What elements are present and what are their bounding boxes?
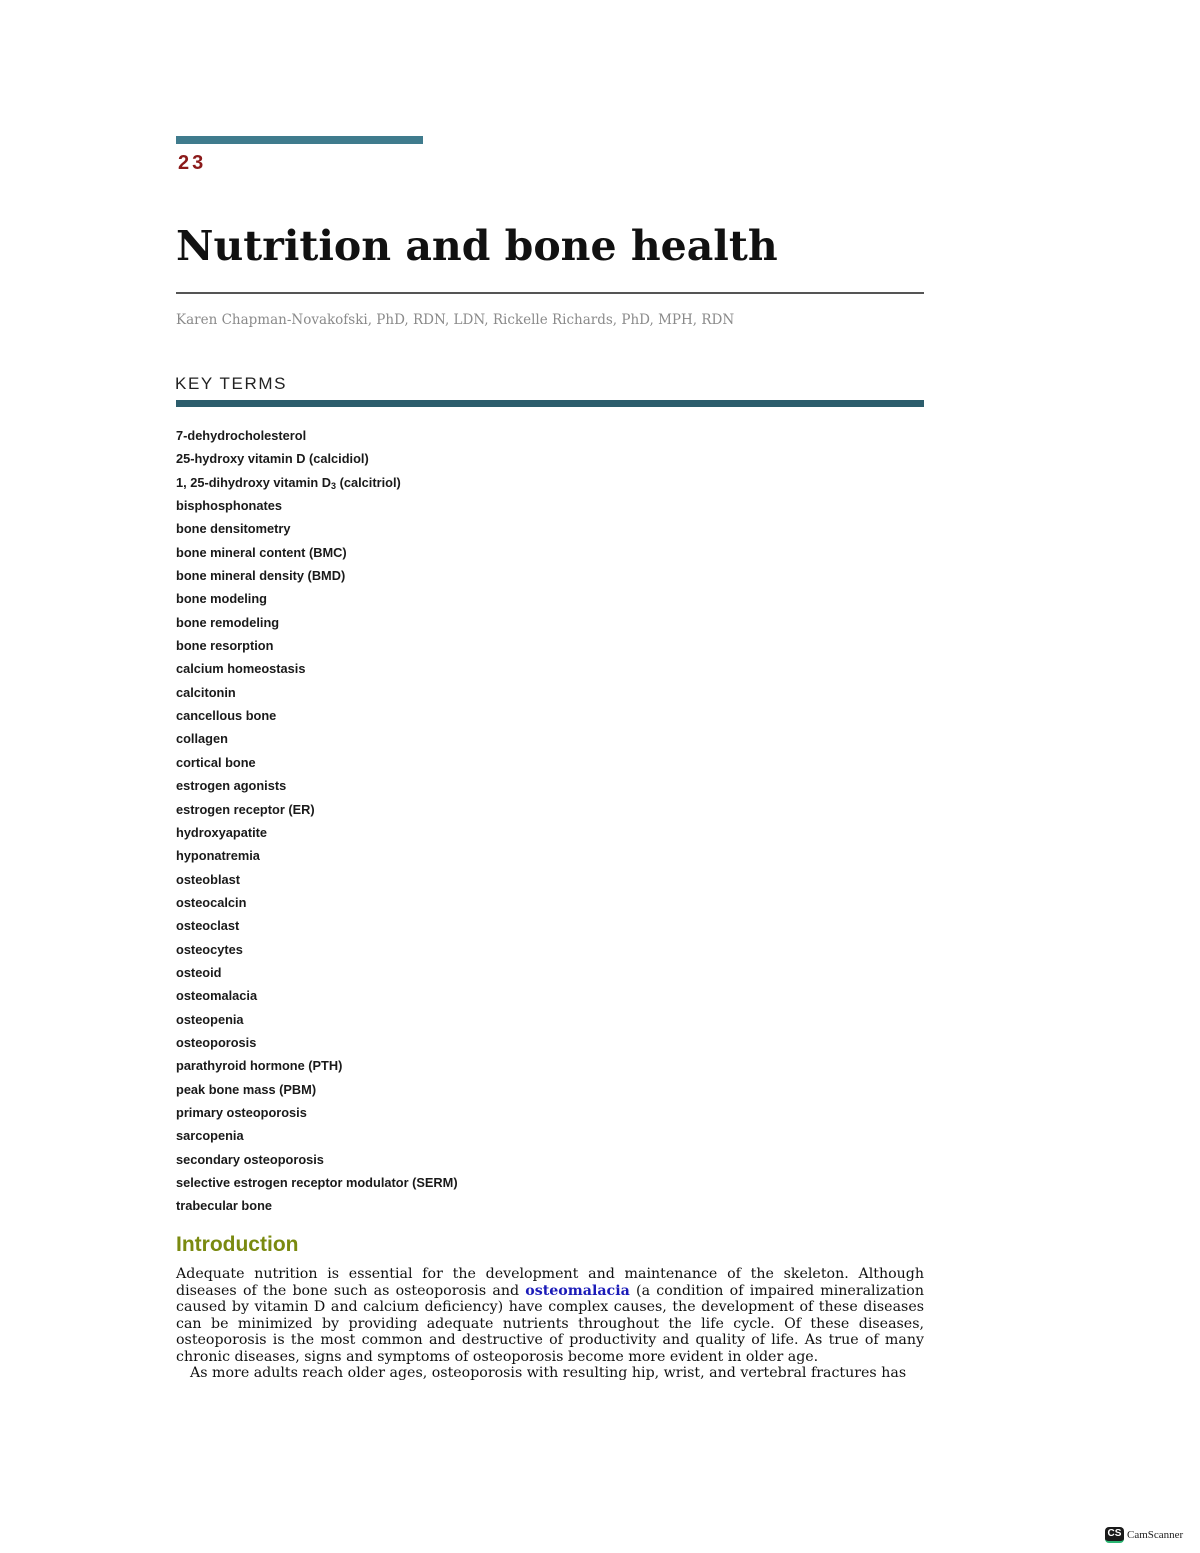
- key-term-item: calcitonin: [176, 684, 236, 700]
- introduction-paragraph-2: As more adults reach older ages, osteoporosis with resulting hip, wrist, and vertebral fractures has: [190, 1365, 907, 1381]
- key-term-item: osteoporosis: [176, 1034, 257, 1050]
- osteomalacia-term-link[interactable]: osteomalacia: [525, 1282, 630, 1299]
- introduction-text: (a condition of impaired mineralization caused by vitamin D and calcium deficiency) have complex causes, the development of these diseases can be minimized by providing adequate nutrients throughout the life cycle. Of these diseases, osteoporosis is the most common and destructive of productivity and quality of life. As true of many chronic diseases, signs and symptoms of osteoporosis become more evident in older age.: [176, 1282, 924, 1365]
- key-term-text: (calcitriol): [336, 474, 401, 490]
- key-term-item: bone mineral content (BMC): [176, 544, 347, 560]
- introduction-text: Adequate nutrition is essential for the development and maintenance of the skeleton. Although diseases of the bone such as osteoporosis and: [176, 1266, 924, 1299]
- key-term-item: collagen: [176, 731, 228, 747]
- key-term-item: osteoid: [176, 964, 222, 980]
- introduction-paragraph: [176, 1266, 924, 1365]
- key-term-item: peak bone mass (PBM): [176, 1081, 317, 1097]
- key-term-item: bone mineral density (BMD): [176, 568, 346, 584]
- key-term-item: hydroxyapatite: [176, 824, 268, 840]
- key-term-item: bisphosphonates: [176, 498, 282, 514]
- chapter-accent-bar: [176, 136, 423, 144]
- key-term-item: bone modeling: [176, 591, 267, 607]
- key-term-item: selective estrogen receptor modulator (SERM): [176, 1175, 458, 1190]
- key-term-item: bone densitometry: [176, 521, 291, 537]
- key-term-item: secondary osteoporosis: [176, 1151, 324, 1167]
- key-term-item: parathyroid hormone (PTH): [176, 1058, 343, 1074]
- chapter-authors: Karen Chapman-Novakofski, PhD, RDN, LDN, Rickelle Richards, PhD, MPH, RDN: [176, 312, 735, 328]
- camscanner-logo-icon: CS: [1105, 1527, 1124, 1543]
- key-term-text: 1, 25-dihydroxy vitamin D: [176, 474, 332, 490]
- key-terms-heading: KEY TERMS: [175, 374, 288, 393]
- key-term-subscript: 3: [331, 480, 337, 491]
- camscanner-watermark: [1105, 1527, 1183, 1543]
- introduction-heading: Introduction: [176, 1233, 299, 1256]
- key-term-item: trabecular bone: [176, 1198, 273, 1214]
- key-term-item: hyponatremia: [176, 848, 260, 864]
- chapter-number: 23: [178, 152, 207, 174]
- camscanner-name: CamScanner: [1127, 1529, 1184, 1541]
- key-term-item: primary osteoporosis: [176, 1104, 307, 1120]
- key-terms-divider: [176, 400, 924, 407]
- key-term-item: osteoclast: [176, 918, 240, 934]
- key-term-item: osteomalacia: [176, 988, 258, 1004]
- chapter-title: Nutrition and bone health: [176, 222, 778, 270]
- key-terms-list: [176, 424, 458, 1218]
- key-term-item: [176, 471, 458, 494]
- key-term-item: 7-dehydrocholesterol: [176, 428, 307, 443]
- key-term-item: osteoblast: [176, 871, 240, 887]
- key-term-item: sarcopenia: [176, 1128, 244, 1144]
- key-term-item: osteopenia: [176, 1011, 244, 1027]
- key-term-item: estrogen agonists: [176, 778, 287, 794]
- key-term-item: bone resorption: [176, 638, 274, 654]
- title-divider: [176, 292, 924, 294]
- key-term-item: 25-hydroxy vitamin D (calcidiol): [176, 451, 369, 467]
- key-term-item: osteocalcin: [176, 894, 247, 910]
- key-term-item: bone remodeling: [176, 614, 280, 630]
- key-term-item: estrogen receptor (ER): [176, 801, 315, 817]
- key-term-item: calcium homeostasis: [176, 661, 306, 677]
- key-term-item: osteocytes: [176, 941, 243, 957]
- key-term-item: cortical bone: [176, 754, 256, 770]
- key-term-item: cancellous bone: [176, 708, 277, 724]
